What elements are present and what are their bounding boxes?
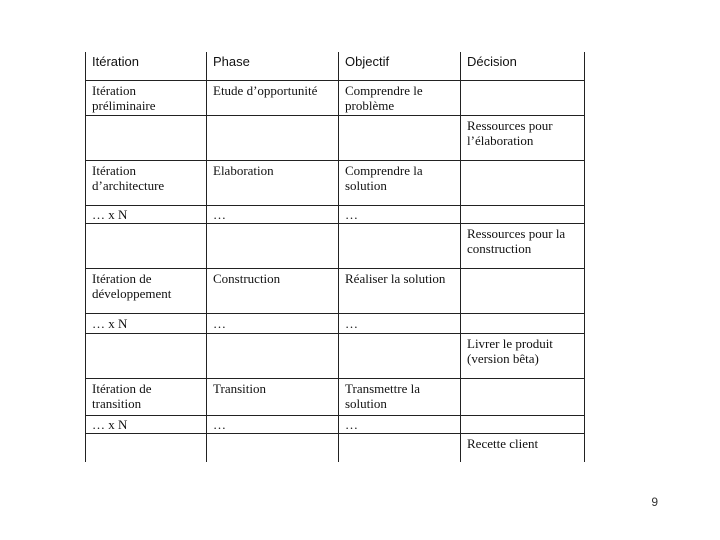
cell-phase: [207, 224, 339, 269]
cell-decision: Ressources pour la construction: [461, 224, 585, 269]
cell-decision: [461, 379, 585, 416]
cell-objectif: …: [339, 206, 461, 224]
cell-objectif: Comprendre le problème: [339, 81, 461, 116]
cell-decision: [461, 206, 585, 224]
cell-objectif: Réaliser la solution: [339, 269, 461, 314]
cell-objectif: Comprendre la solution: [339, 161, 461, 206]
cell-phase: …: [207, 416, 339, 434]
cell-iteration: Itération de développement: [86, 269, 207, 314]
table-row: [86, 206, 585, 224]
cell-iteration: Itération d’architecture: [86, 161, 207, 206]
cell-objectif: …: [339, 416, 461, 434]
table-row: [86, 269, 585, 314]
cell-phase: Construction: [207, 269, 339, 314]
table-row: [86, 434, 585, 463]
cell-objectif: [339, 116, 461, 161]
cell-iteration: [86, 224, 207, 269]
cell-decision: [461, 314, 585, 334]
cell-iteration: … x N: [86, 206, 207, 224]
header-decision: Décision: [461, 52, 585, 81]
table-row: [86, 379, 585, 416]
cell-objectif: [339, 224, 461, 269]
cell-objectif: [339, 434, 461, 463]
cell-iteration: [86, 116, 207, 161]
cell-objectif: [339, 334, 461, 379]
cell-iteration: Itération de transition: [86, 379, 207, 416]
cell-decision: [461, 81, 585, 116]
cell-objectif: Transmettre la solution: [339, 379, 461, 416]
cell-phase: Etude d’opportunité: [207, 81, 339, 116]
cell-phase: [207, 334, 339, 379]
table-row: [86, 334, 585, 379]
cell-iteration: … x N: [86, 314, 207, 334]
header-iteration: Itération: [86, 52, 207, 81]
cell-phase: [207, 434, 339, 463]
table-row: [86, 416, 585, 434]
cell-phase: …: [207, 314, 339, 334]
cell-decision: Recette client: [461, 434, 585, 463]
cell-phase: …: [207, 206, 339, 224]
cell-decision: [461, 269, 585, 314]
cell-iteration: … x N: [86, 416, 207, 434]
cell-decision: [461, 161, 585, 206]
header-objectif: Objectif: [339, 52, 461, 81]
table-row: [86, 224, 585, 269]
cell-phase: Transition: [207, 379, 339, 416]
cell-iteration: Itération préliminaire: [86, 81, 207, 116]
cell-decision: Ressources pour l’élaboration: [461, 116, 585, 161]
table-row: [86, 161, 585, 206]
cell-objectif: …: [339, 314, 461, 334]
cell-iteration: [86, 434, 207, 463]
table-row: [86, 81, 585, 116]
header-phase: Phase: [207, 52, 339, 81]
cell-phase: Elaboration: [207, 161, 339, 206]
page-number: 9: [651, 495, 658, 509]
iteration-table: [85, 52, 585, 462]
table-row: [86, 116, 585, 161]
cell-decision: Livrer le produit (version bêta): [461, 334, 585, 379]
cell-decision: [461, 416, 585, 434]
table-row: [86, 314, 585, 334]
cell-phase: [207, 116, 339, 161]
cell-iteration: [86, 334, 207, 379]
header-row: [86, 52, 585, 81]
